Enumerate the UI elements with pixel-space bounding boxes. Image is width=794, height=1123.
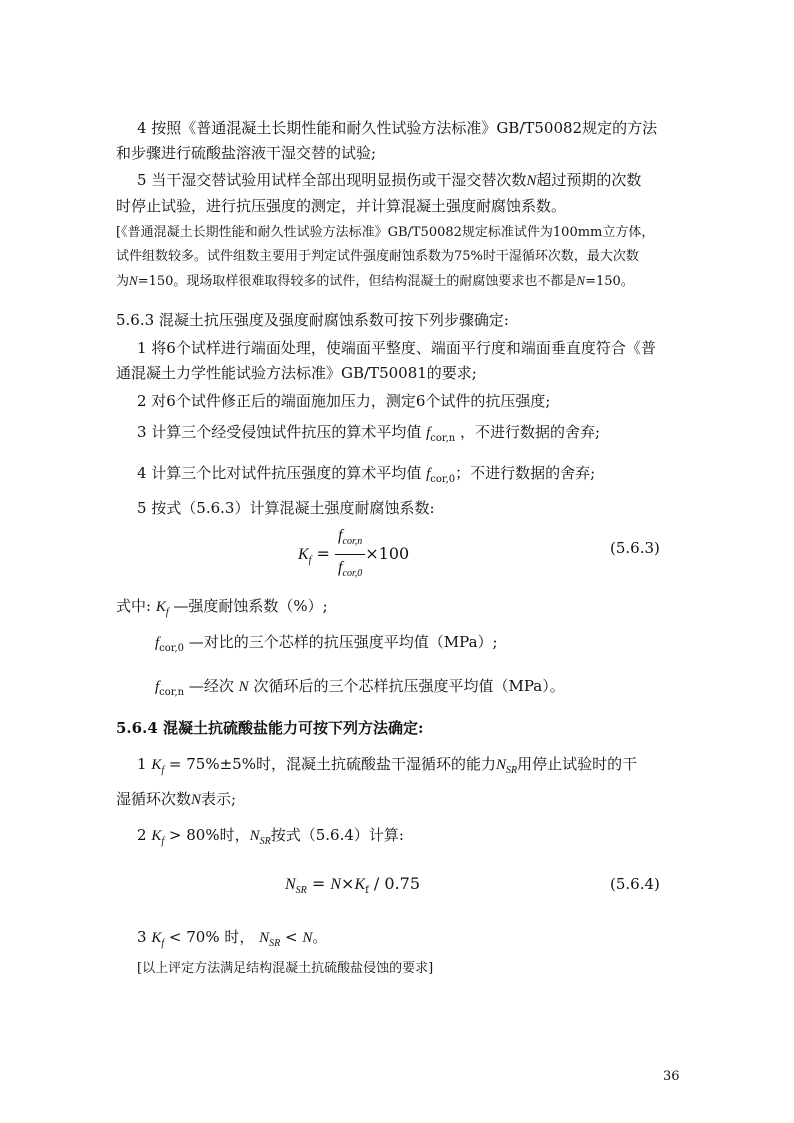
s563-item1-line1: 1 将6个试样进行端面处理，使端面平整度、端面平行度和端面垂直度符合《普 (137, 339, 656, 357)
var-N: N (238, 679, 249, 695)
equation-564-number: (5.6.4) (610, 875, 660, 893)
eq-numerator (335, 524, 365, 555)
eq-times: × (341, 874, 355, 893)
where-f0 (155, 632, 498, 659)
where-fn (155, 676, 565, 703)
var-N: N (249, 828, 260, 844)
page-number: 36 (663, 1069, 680, 1084)
var-N: N (302, 930, 313, 946)
section-563-heading: 5.6.3 混凝土抗压强度及强度耐腐蚀系数可按下列步骤确定: (116, 311, 509, 329)
var-f: f (155, 635, 160, 651)
eq-var-K: K (298, 546, 309, 563)
eq-equals: = (316, 544, 330, 563)
eq-var-K-sub: f (308, 555, 312, 566)
var-f-sub: cor,n (159, 687, 185, 698)
item5-text-b: 超过预期的次数 (536, 171, 642, 189)
s564-item2-num: 2 (137, 826, 147, 844)
var-N-sub: SR (505, 765, 518, 776)
note1-text-a: 为 (116, 274, 130, 289)
var-K: K (151, 757, 162, 773)
eq-fraction (335, 524, 365, 585)
s563-item3-post: ，不进行数据的舍弃; (459, 423, 601, 441)
var-K-sub: f (165, 607, 169, 618)
var-f: f (426, 466, 431, 482)
var-N: N (495, 757, 506, 773)
item4-line2: 和步骤进行硫酸盐溶液干湿交替的试验; (116, 144, 377, 162)
s564-item3-text: < 70% 时， (168, 928, 255, 946)
s564-item1 (137, 754, 637, 781)
note1-line1: [《普通混凝土长期性能和耐久性试验方法标准》GB/T50082规定标准试件为100mm立方体， (116, 225, 655, 240)
where-K-desc: —强度耐蚀系数（%）; (173, 597, 328, 615)
equation-564 (285, 873, 420, 902)
s563-item5: 5 按式（5.6.3）计算混凝土强度耐腐蚀系数: (137, 499, 435, 517)
item4-line1: 4 按照《普通混凝土长期性能和耐久性试验方法标准》GB/T50082规定的方法 (137, 119, 658, 137)
var-N: N (191, 792, 202, 808)
var-N: N (526, 173, 537, 189)
equation-563 (298, 524, 409, 585)
s564-item1-text: = 75%±5%时，混凝土抗硫酸盐干湿循环的能力 (168, 755, 496, 773)
less-than: < (285, 928, 298, 946)
item5-text-a: 5 当干湿交替试验用试样全部出现明显损伤或干湿交替次数 (137, 171, 527, 189)
eq-var-K: K (354, 876, 366, 893)
var-f: f (426, 425, 431, 441)
eq-equals: = (311, 874, 326, 893)
s563-item4-text: 4 计算三个比对试件抗压强度的算术平均值 (137, 464, 422, 482)
s563-item4-post: ；不进行数据的舍弃; (455, 464, 596, 482)
s564-item2 (137, 825, 404, 852)
note1-text-e: =150。 (585, 274, 634, 289)
note1-line2: 试件组数较多。试件组数主要用于判定试件强度耐蚀系数为75%时干湿循环次数，最大次数 (116, 249, 639, 264)
var-K-sub: f (161, 938, 165, 949)
s563-item1-line2: 通混凝土力学性能试验方法标准》GB/T50081的要求; (116, 364, 477, 382)
s564-item1-post: 用停止试验时的干 (517, 755, 638, 773)
var-f: f (155, 679, 160, 695)
s564-item1-line2-b: 表示; (201, 790, 237, 808)
note1-line3 (116, 272, 634, 291)
var-K: K (155, 599, 166, 615)
where-fn-desc-b: 次循环后的三个芯样抗压强度平均值（MPa）。 (253, 677, 565, 695)
where-f0-desc: —对比的三个芯样的抗压强度平均值（MPa）; (188, 633, 498, 651)
var-K-sub: f (161, 765, 165, 776)
s564-item1-line2 (116, 789, 236, 810)
s564-item3 (137, 927, 327, 954)
eq-var-f: f (338, 559, 343, 576)
var-K: K (151, 930, 162, 946)
s563-item3 (137, 422, 600, 449)
eq-divide: / 0.75 (373, 874, 421, 893)
section-564-heading: 5.6.4 混凝土抗硫酸盐能力可按下列方法确定: (116, 719, 424, 737)
eq-var-N: N (330, 876, 342, 893)
var-N-sub: SR (269, 938, 281, 949)
eq-var-N: N (285, 876, 296, 893)
where-fn-desc-a: —经次 (188, 677, 234, 695)
where-label: 式中: (116, 597, 152, 615)
var-N: N (576, 273, 586, 288)
var-K-sub: f (161, 836, 165, 847)
s564-item2-post: 按式（5.6.4）计算: (270, 826, 404, 844)
s563-item4 (137, 463, 595, 490)
eq-var-f: f (338, 527, 343, 544)
note2: [以上评定方法满足结构混凝土抗硫酸盐侵蚀的要求] (137, 961, 434, 976)
eq-var-K-sub: f (365, 885, 369, 896)
note1-text-c: =150。现场取样很难取得较多的试件，但结构混凝土的耐腐蚀要求也不都是 (137, 274, 577, 289)
var-f-sub: cor,n (430, 433, 456, 444)
s564-item1-line2-a: 湿循环次数 (116, 790, 192, 808)
var-K: K (151, 828, 162, 844)
var-f-sub: cor,0 (159, 643, 185, 654)
equation-563-number: (5.6.3) (610, 539, 660, 557)
eq-var-N-sub: SR (295, 885, 307, 896)
var-f-sub: cor,0 (430, 474, 456, 485)
s564-item3-num: 3 (137, 928, 147, 946)
s563-item3-text: 3 计算三个经受侵蚀试件抗压的算术平均值 (137, 423, 422, 441)
eq-var-f-sub: cor,n (342, 536, 363, 547)
where-K (116, 596, 328, 623)
eq-denominator (335, 555, 365, 585)
s564-item3-end: 。 (312, 928, 328, 946)
s563-item2: 2 对6个试件修正后的端面施加压力，测定6个试件的抗压强度; (137, 392, 551, 410)
s564-item1-num: 1 (137, 755, 147, 773)
item5-line1 (137, 170, 641, 191)
var-N: N (129, 273, 138, 288)
eq-times-100: ×100 (365, 544, 410, 563)
item5-line2: 时停止试验，进行抗压强度的测定，并计算混凝土强度耐腐蚀系数。 (116, 197, 567, 215)
s564-item2-text: > 80%时， (168, 826, 250, 844)
var-N: N (259, 930, 270, 946)
var-N-sub: SR (259, 836, 271, 847)
eq-var-f-sub: cor,0 (342, 568, 363, 579)
